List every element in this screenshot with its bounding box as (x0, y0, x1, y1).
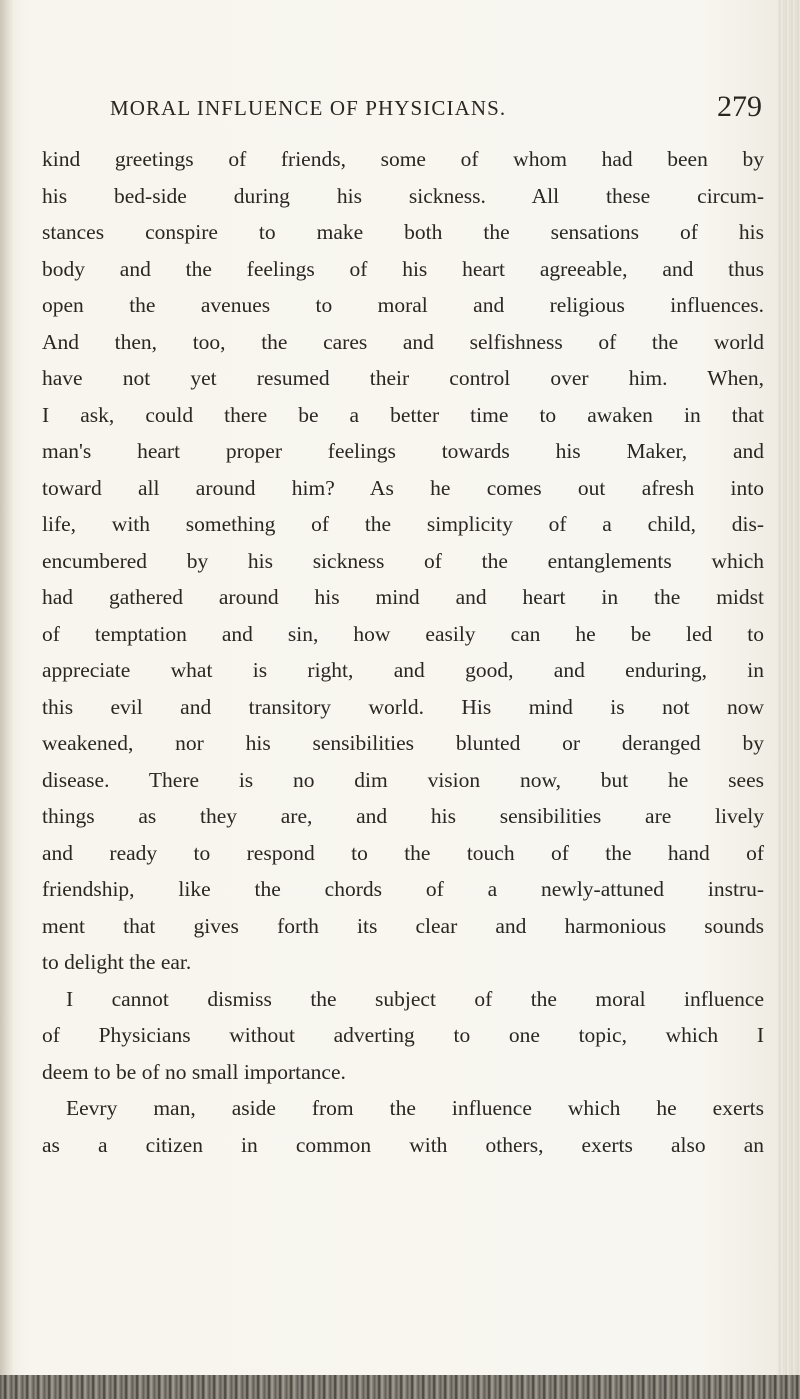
text-line: appreciate what is right, and good, and enduring, in (42, 658, 764, 682)
text-line: body and the feelings of his heart agreeable, and thus (42, 256, 764, 281)
page-gutter (0, 0, 14, 1399)
text-line: this evil and transitory world. His mind is not now (42, 694, 764, 719)
text-line: his bed-side during his sickness. All these circum- (42, 183, 764, 208)
text-line: encumbered by his sickness of the entanglements which (42, 548, 764, 573)
text-line: life, with something of the simplicity of a child, dis- (42, 512, 764, 536)
text-line: stances conspire to make both the sensations of his (42, 220, 764, 244)
running-head: MORAL INFLUENCE OF PHYSICIANS. (110, 96, 507, 120)
text-line: Eevry man, aside from the influence which he exerts (66, 1096, 764, 1120)
text-line: disease. There is no dim vision now, but he sees (42, 767, 764, 792)
text-line: to delight the ear. (42, 950, 192, 974)
text-line: deem to be of no small importance. (42, 1059, 346, 1084)
page-number: 279 (717, 90, 762, 123)
text-line: of temptation and sin, how easily can he be led to (42, 621, 764, 646)
text-line: open the avenues to moral and religious influences. (42, 293, 764, 317)
text-line: things as they are, and his sensibilities are lively (42, 804, 764, 828)
page-header (110, 90, 762, 130)
text-line: as a citizen in common with others, exerts also an (42, 1132, 764, 1157)
text-line: kind greetings of friends, some of whom had been by (42, 147, 764, 171)
text-line: I cannot dismiss the subject of the moral influence (66, 986, 764, 1011)
text-line: toward all around him? As he comes out afresh into (42, 475, 764, 500)
text-line: friendship, like the chords of a newly-attuned instru- (42, 877, 764, 901)
text-line: And then, too, the cares and selfishness of the world (42, 329, 764, 354)
text-line: had gathered around his mind and heart in the midst (42, 585, 764, 609)
text-line: weakened, nor his sensibilities blunted or deranged by (42, 731, 764, 755)
text-line: have not yet resumed their control over him. When, (42, 366, 764, 390)
body-text (42, 141, 764, 1163)
text-line: of Physicians without adverting to one topic, which I (42, 1023, 764, 1047)
page-edge-right (778, 0, 800, 1399)
page-edge-bottom (0, 1375, 800, 1399)
text-line: man's heart proper feelings towards his Maker, and (42, 439, 764, 463)
text-line: and ready to respond to the touch of the hand of (42, 840, 764, 865)
text-line: I ask, could there be a better time to awaken in that (42, 402, 764, 427)
text-line: ment that gives forth its clear and harmonious sounds (42, 913, 764, 938)
